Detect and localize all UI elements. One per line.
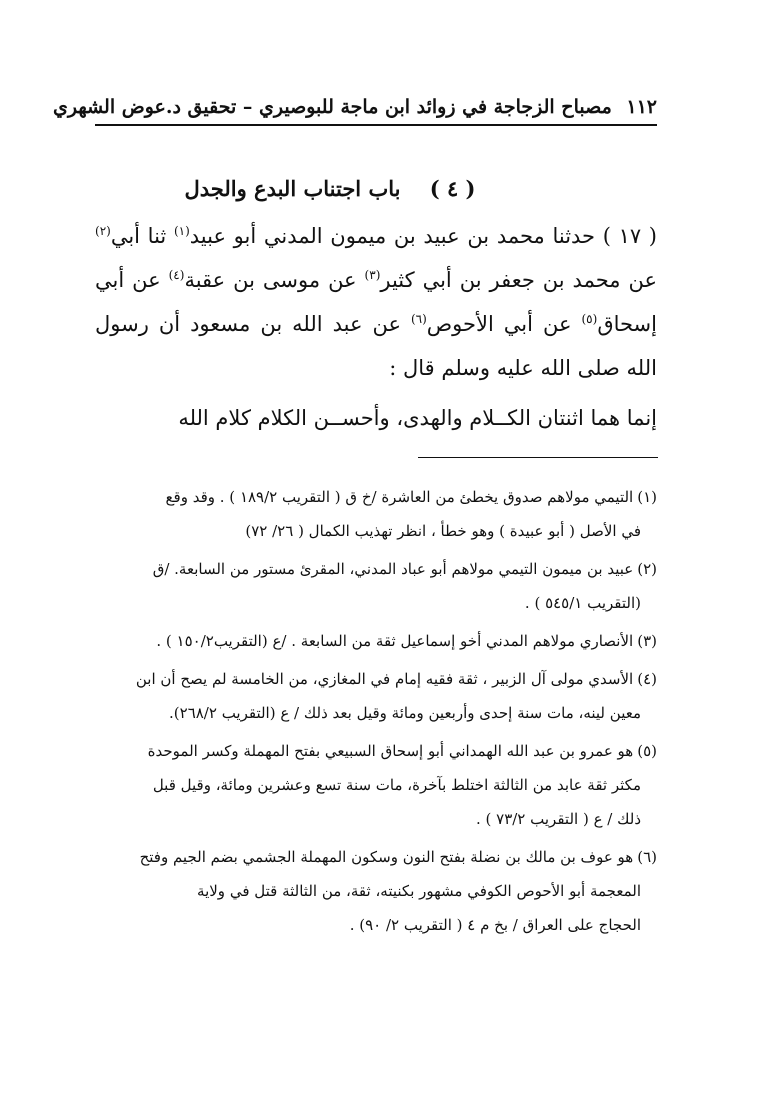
footnote-1: (١)التيمي مولاهم صدوق يخطئ من العاشرة /خ ق ( التقريب ١٨٩/٢ ) . وقد وقع في الأصل ( أبو عبيدة ) وهو خطأ ، انظر تهذيب الكمال ( ٢٦/ ٧٢) xyxy=(165,488,657,540)
footnote-ref[interactable]: (٢) xyxy=(95,224,111,238)
footnote-5: (٥)هو عمرو بن عبد الله الهمداني أبو إسحاق السبيعي بفتح المهملة وكسر الموحدة مكثر ثقة عابد من الثالثة اختلط بآخرة، مات سنة تسع وعشرين ومائة، وقيل قبل ذلك / ع ( التقريب ٧٣/٢ ) . xyxy=(147,742,657,828)
chapter-title: باب اجتناب البدع والجدل xyxy=(184,176,401,201)
footnote-ref[interactable]: (٥) xyxy=(581,312,598,326)
chapter-heading xyxy=(150,172,510,206)
footnote-2: (٢)عبيد بن ميمون التيمي مولاهم أبو عباد المدني، المقرئ مستور من السابعة. /ق (التقريب ٥٤٥/١ ) . xyxy=(152,560,657,612)
header-divider xyxy=(95,124,657,126)
footnotes xyxy=(95,480,657,946)
footnote-divider xyxy=(418,457,658,458)
footnote-ref[interactable]: (١) xyxy=(173,224,190,238)
header-title: مصباح الزجاجة في زوائد ابن ماجة للبوصيري – تحقيق د.عوض الشهري xyxy=(52,96,612,118)
footnote-6: (٦)هو عوف بن مالك بن نضلة بفتح النون وسكون المهملة الجشمي بضم الجيم وفتح المعجمة أبو الأحوص الكوفي مشهور بكنيته، ثقة، من الثالثة قتل في ولاية الحجاج على العراق / بخ م ٤ ( التقريب ٢/ ٩٠) . xyxy=(139,848,657,934)
hadith-matn: إنما هما اثنتان الكــلام والهدى، وأحســن الكلام كلام الله xyxy=(178,406,657,430)
hadith-chain: ( ١٧ ) حدثنا محمد بن عبيد بن ميمون المدني أبو عبيد$^{(١)}$ ثنا أبي$^{(٢)}$ عن محمد بن جعفر بن أبي كثير$^{(٣)}$ عن موسى بن عقبة$^{(٤)}$ عن أبي إسحاق$^{(٥)}$ عن أبي الأحوص$^{(٦)}$ عن عبد الله بن مسعود أن رسول الله صلى الله عليه وسلم قال : xyxy=(95,224,658,380)
footnote-ref[interactable]: (٦) xyxy=(410,312,427,326)
footnote-4: (٤)الأسدي مولى آل الزبير ، ثقة فقيه إمام في المغازي، من الخامسة لم يصح أن ابن معين لينه، مات سنة إحدى وأربعين ومائة وقيل بعد ذلك / ع (التقريب ٢٦٨/٢). xyxy=(135,670,657,722)
hadith-text xyxy=(95,214,657,440)
running-header xyxy=(52,92,657,122)
page-number: ١١٢ xyxy=(626,96,657,118)
footnote-ref[interactable]: (٣) xyxy=(364,268,381,282)
footnote-3: (٣)الأنصاري مولاهم المدني أخو إسماعيل ثقة من السابعة . /ع (التقريب١٥٠/٢ ) . xyxy=(156,632,657,650)
chapter-number: ( ٤ ) xyxy=(429,176,476,201)
footnote-ref[interactable]: (٤) xyxy=(168,268,185,282)
